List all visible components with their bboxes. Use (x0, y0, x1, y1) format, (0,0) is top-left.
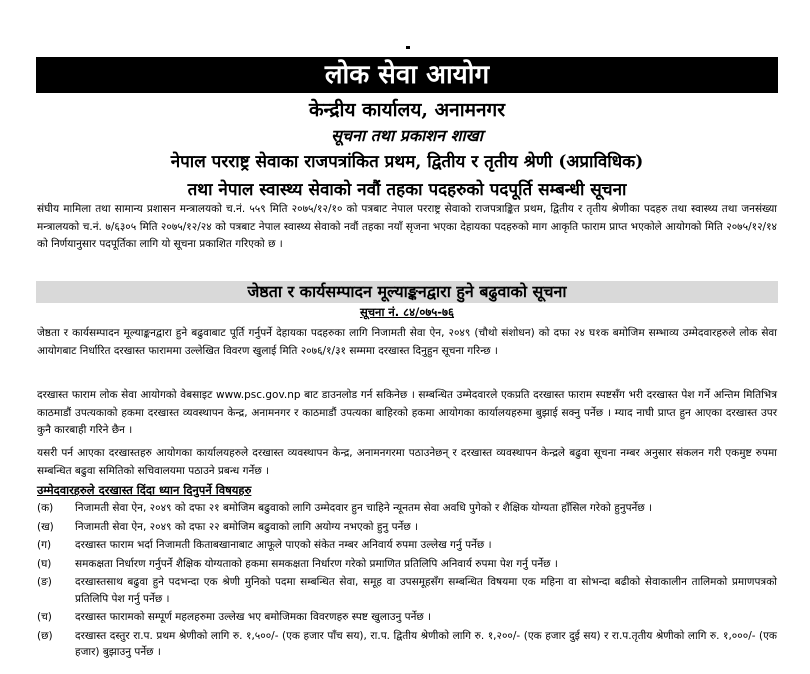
list-item-label: (च) (37, 611, 52, 623)
list-item-label: (घ) (37, 557, 52, 570)
list-item (37, 519, 777, 536)
list-item-text: समकक्षता निर्धारण गर्नुपर्ने शैक्षिक योग्यताको हकमा समकक्षता निर्धारण गरेको प्रमाणित प्रतिलिपि अनिवार्य रुपमा पेश गर्नु पर्नेछ । (75, 557, 558, 570)
branch-name: सूचना तथा प्रकाशन शाखा (331, 126, 483, 145)
notice-number: सूचना नं. ८४/०७५-७६ (359, 305, 455, 319)
list-item-text: दरखास्त दस्तुर रा.प. प्रथम श्रेणीको लागि रु. १,५००/- (एक हजार पाँच सय), रा.प. द्वितीय श्रेणीको लागि रु. १,२००/- (एक हजार दुई सय) र रा.प.तृतीय श्रेणीको लागि रु. १,०००/- (एक हजार) बुझाउनु पर्नेछ । (75, 629, 777, 658)
list-item-label: (ग) (37, 539, 52, 551)
office-name: केन्द्रीय कार्यालय, अनामनगर (308, 99, 506, 121)
notice-title-line1: नेपाल परराष्ट्र सेवाका राजपत्रांकित प्रथम, द्वितीय र तृतीय श्रेणी (अप्राविधिक) (170, 152, 644, 172)
list-item (37, 500, 777, 517)
list-item-text: निजामती सेवा ऐन, २०४९ को दफा २१ बमोजिम बढुवाको लागि उम्मेदवार हुन चाहिने न्यूनतम सेवा अवधि पुगेको र शैक्षिक योग्यता हाँसिल गरेको हुनुपर्नेछ । (75, 502, 653, 514)
list-item (37, 574, 777, 607)
section-heading: जेष्ठता र कार्यसम्पादन मूल्याङ्कनद्वारा हुने बढुवाको सूचना (36, 281, 778, 303)
list-item-text: दरखास्तसाथ बढुवा हुने पदभन्दा एक श्रेणी मुनिको पदमा सम्बन्धित सेवा, समूह वा उपसमूहसँग सम्बन्धित विषयमा एक महिना वा सोभन्दा बढीको सेवाकालीन तालिमको प्रमाणपत्रको प्रतिलिपि पेश गर्नु पर्नेछ । (75, 576, 777, 605)
page-mark (406, 46, 410, 49)
list-item-label: (ख) (37, 520, 54, 533)
list-item (37, 628, 777, 661)
list-item (37, 537, 777, 554)
intro-paragraph: संघीय मामिला तथा सामान्य प्रशासन मन्त्रालयको च.नं. ५५९ मिति २०७५/१२/१० को पत्रबाट नेपाल परराष्ट्र सेवाको राजपत्राङ्कित प्रथम, द्वितीय र तृतीय श्रेणीका पदहरु तथा स्वास्थ्य तथा जनसंख्या मन्त्रालयको च.नं. ७/६३०५ मिति २०७५/१२/२४ को पत्रबाट नेपाल स्वास्थ्य सेवाको नवौं तहका नयाँ सृजना भएका देहायका पदहरुको माग आकृति फाराम प्राप्त भएकोले आयोगको मिति २०७५/१२/१४ को निर्णयानुसार पदपूर्तिका लागि यो सूचना प्रकाशित गरिएको छ । (37, 203, 777, 250)
promotion-paragraph: जेष्ठता र कार्यसम्पादन मूल्याङ्कनद्वारा हुने बढुवाबाट पूर्ति गर्नुपर्ने देहायका पदहरुका लागि निजामती सेवा ऐन, २०४९ (चौथो संशोधन) को दफा २४ घ१क बमोजिम सम्भाव्य उम्मेदवारहरुले लोक सेवा आयोगबाट निर्धारित दरखास्त फाराममा उल्लेखित विवरण खुलाई मिति २०७६/१/३१ सम्ममा दरखास्त दिनुहुन सूचना गरिन्छ । (37, 327, 777, 357)
notice-title-line2: तथा नेपाल स्वास्थ्य सेवाको नवौं तहका पदहरुको पदपूर्ति सम्बन्धी सूचना (187, 180, 627, 200)
checklist-heading: उम्मेदवारहरुले दरखास्त दिंदा ध्यान दिनुपर्ने विषयहरु (37, 483, 252, 497)
list-item-text: दरखास्त फारामको सम्पूर्ण महलहरुमा उल्लेख भए बमोजिमका विवरणहरु स्पष्ट खुलाउनु पर्नेछ । (75, 611, 432, 623)
list-item-label: (ङ) (37, 576, 52, 588)
list-item-text: दरखास्त फाराम भर्दा निजामती किताबखानाबाट आफूले पाएको संकेत नम्बर अनिवार्य रुपमा उल्लेख गर्नु पर्नेछ । (75, 539, 492, 551)
collection-paragraph: यसरी पर्न आएका दरखास्तहरु आयोगका कार्यालयहरुले दरखास्त व्यवस्थापन केन्द्र, अनामनगरमा पठाउनेछन् र दरखास्त व्यवस्थापन केन्द्रले बढुवा सूचना नम्बर अनुसार संकलन गरी एकमुष्ट रुपमा सम्बन्धित बढुवा समितिको सचिवालयमा पठाउने प्रबन्ध गर्नेछ । (37, 447, 777, 477)
application-paragraph: दरखास्त फाराम लोक सेवा आयोगको वेबसाइट www.psc.gov.np बाट डाउनलोड गर्न सकिनेछ । सम्बन्धित उम्मेदवारले एकप्रति दरखास्त फाराम स्पष्टसँग भरी दरखास्त पेश गर्ने अन्तिम मितिभित्र काठमाडौं उपत्यकाको हकमा दरखास्त व्यवस्थापन केन्द्र, अनामनगर र काठमाडौं उपत्यका बाहिरको हकमा आयोगका कार्यालयहरुमा बुझाई सक्नु पर्नेछ । म्याद नाघी प्राप्त हुन आएका दरखास्त उपर कुनै कारबाही गरिने छैन । (37, 389, 777, 436)
list-item (37, 556, 777, 573)
commission-banner: लोक सेवा आयोग (36, 57, 778, 93)
checklist (37, 500, 777, 663)
list-item (37, 609, 777, 626)
list-item-label: (क) (37, 502, 54, 514)
list-item-label: (छ) (37, 629, 53, 642)
list-item-text: निजामती सेवा ऐन, २०४९ को दफा २२ बमोजिम बढुवाको लागि अयोग्य नभएको हुनु पर्नेछ । (75, 520, 419, 533)
